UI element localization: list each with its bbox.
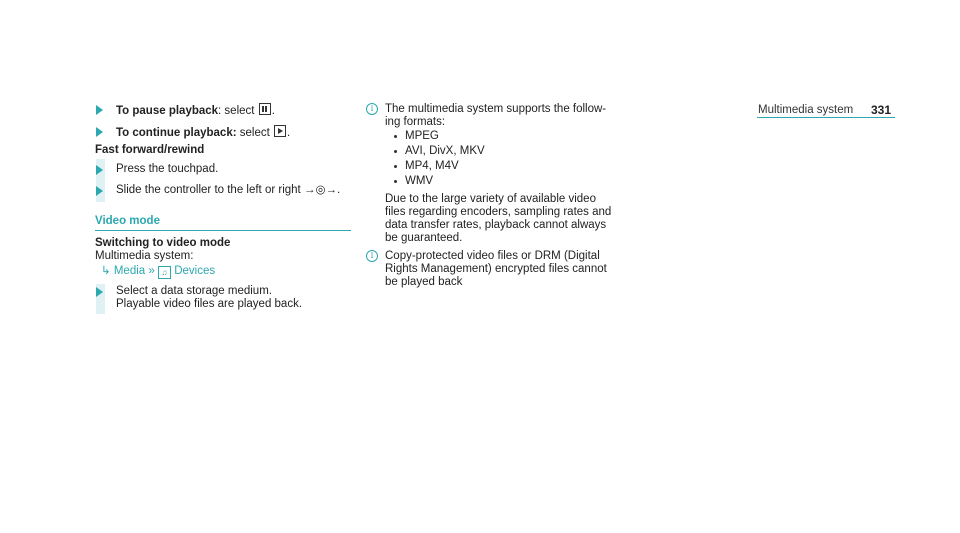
section-title: Video mode bbox=[95, 215, 160, 227]
note-line: Copy-protected video files or DRM (Digital bbox=[385, 250, 600, 262]
info-icon: i bbox=[366, 103, 378, 115]
path-devices: Devices bbox=[174, 265, 216, 277]
fast-forward-heading: Fast forward/rewind bbox=[95, 144, 205, 156]
step-arrow-icon bbox=[96, 186, 103, 196]
format-item: MP4, M4V bbox=[405, 160, 459, 172]
step-press-touchpad: Press the touchpad. bbox=[116, 163, 219, 175]
note-line: be played back bbox=[385, 276, 463, 288]
step-pause: To pause playback: select . bbox=[116, 105, 275, 117]
controller-slide-icon: →◎→ bbox=[303, 184, 337, 196]
format-item: MPEG bbox=[405, 130, 439, 142]
path-media: Media bbox=[113, 265, 146, 277]
bullet-icon bbox=[394, 150, 397, 153]
step-arrow-icon bbox=[96, 105, 103, 115]
format-item: AVI, DivX, MKV bbox=[405, 145, 485, 157]
note-line: ing formats: bbox=[385, 116, 446, 128]
note-line: The multimedia system supports the follow- bbox=[385, 103, 607, 115]
step-select-result: Playable video files are played back. bbox=[116, 298, 303, 310]
pause-icon bbox=[259, 103, 271, 115]
menu-path bbox=[101, 265, 215, 279]
bullet-icon bbox=[394, 165, 397, 168]
paragraph-line: Due to the large variety of available video bbox=[385, 193, 596, 205]
step-slide-controller: Slide the controller to the left or right →◎→. bbox=[116, 184, 341, 196]
paragraph-line: be guaranteed. bbox=[385, 232, 463, 244]
subheading: Switching to video mode bbox=[95, 237, 231, 249]
path-arrow-icon: ↳ bbox=[101, 265, 111, 277]
note-line: Rights Management) encrypted files cannot bbox=[385, 263, 607, 275]
step-arrow-icon bbox=[96, 287, 103, 297]
play-icon bbox=[274, 125, 286, 137]
page-number: 331 bbox=[871, 103, 892, 117]
step-continue: To continue playback: select . bbox=[116, 127, 291, 139]
info-icon: i bbox=[366, 250, 378, 262]
bullet-icon bbox=[394, 135, 397, 138]
paragraph-line: files regarding encoders, sampling rates and bbox=[385, 206, 612, 218]
step-select-medium: Select a data storage medium. bbox=[116, 285, 272, 297]
running-header-title: Multimedia system bbox=[758, 104, 854, 116]
bullet-icon bbox=[394, 180, 397, 183]
header-rule bbox=[757, 117, 895, 118]
step-arrow-icon bbox=[96, 127, 103, 137]
section-rule bbox=[95, 230, 351, 231]
path-intro: Multimedia system: bbox=[95, 250, 194, 262]
paragraph-line: data transfer rates, playback cannot always bbox=[385, 219, 607, 231]
devices-icon: ♫ bbox=[158, 266, 171, 279]
format-item: WMV bbox=[405, 175, 434, 187]
path-separator-icon: » bbox=[148, 265, 155, 277]
step-arrow-icon bbox=[96, 165, 103, 175]
